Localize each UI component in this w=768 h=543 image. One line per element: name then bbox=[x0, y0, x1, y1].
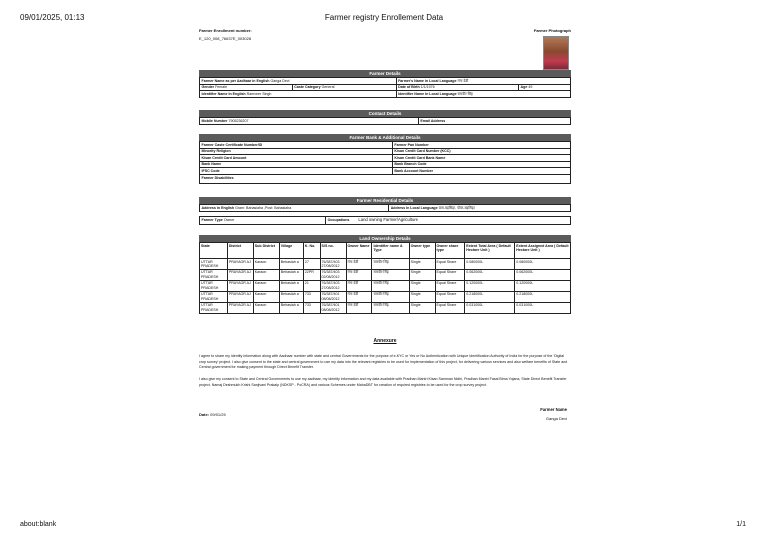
cell-ss-no: 76/387/401 08/08/2012 bbox=[320, 302, 346, 313]
cell-total-area: 0.062000L bbox=[465, 269, 515, 280]
cell-identifier: रामवीर सिंह bbox=[372, 259, 409, 270]
farmer-type-table bbox=[199, 216, 571, 225]
th-ss-no: S/S no. bbox=[320, 243, 346, 259]
address-en-label: Address In English bbox=[201, 205, 235, 210]
land-section bbox=[199, 235, 571, 314]
enrollment-number: E_120_008_76637E_003028 bbox=[199, 36, 252, 41]
farmer-details-title: Farmer Details bbox=[199, 70, 571, 77]
cell-k-no: 733 bbox=[303, 302, 320, 313]
cell-identifier: रामवीर सिंह bbox=[372, 280, 409, 291]
cell-share-type: Equal Share bbox=[435, 302, 465, 313]
gender-value: Female bbox=[215, 85, 228, 89]
pan-label: Farmer Pan Number bbox=[394, 142, 429, 147]
occupation-value: Land owning Farmer/Agriculture bbox=[358, 217, 418, 223]
th-owner-type: Owner type bbox=[409, 243, 435, 259]
account-number-label: Bank Account Number bbox=[394, 168, 434, 173]
cell-district: PRAYAGR AJ bbox=[227, 280, 253, 291]
cell-ss-no: 76/387/403 27/08/2012 bbox=[320, 280, 346, 291]
kcc-number-label: Kisan Credit Card Number (KCC) bbox=[394, 149, 451, 153]
th-village: Village bbox=[279, 243, 303, 259]
enrollment-label: Farmer Enrollment number: bbox=[199, 28, 252, 33]
th-district: District bbox=[227, 243, 253, 259]
cell-k-no: 21 bbox=[303, 280, 320, 291]
enrollment-block bbox=[199, 28, 252, 41]
cell-k-no: 22PR bbox=[303, 269, 320, 280]
contact-section bbox=[199, 110, 571, 125]
age-value: 49 bbox=[528, 85, 533, 89]
contact-table bbox=[199, 117, 571, 125]
cell-state: UTTAR PRADESH bbox=[200, 259, 228, 270]
th-identifier: Identifier name & Type bbox=[372, 243, 409, 259]
cell-sub-district: Karaon bbox=[253, 302, 279, 313]
caste-value: General bbox=[321, 85, 335, 89]
kcc-amount-label: Kisan Credit Card Amount bbox=[201, 155, 247, 160]
th-assigned-area: Extent Assigned Area ( Default Hectare Unit ) bbox=[515, 243, 571, 259]
bank-section bbox=[199, 134, 571, 184]
annexure-title: Annexure bbox=[373, 338, 397, 344]
cell-state: UTTAR PRADESH bbox=[200, 280, 228, 291]
farmer-name-value: Ganga Devi bbox=[545, 416, 567, 421]
cell-owner-type: Single bbox=[409, 259, 435, 270]
cell-share-type: Equal Share bbox=[435, 280, 465, 291]
contact-title: Contact Details bbox=[199, 110, 571, 117]
mobile-label: Mobile Number bbox=[201, 118, 228, 123]
cell-owner-type: Single bbox=[409, 302, 435, 313]
farmer-type-label: Farmer Type bbox=[201, 217, 223, 222]
address-local-value: ग्राम-बहसिहा, पोस्ट-बहसिहा bbox=[438, 205, 475, 210]
cell-total-area: 0.120000L bbox=[465, 280, 515, 291]
page-url: about:blank bbox=[20, 521, 57, 528]
identifier-local-label: Identifier Name In Local Language bbox=[398, 91, 457, 96]
consent-paragraph-1: I agree to share my identity information along with Aadhaar number with state and central Governments for the purpose of e-KYC or Yes or No Authentication with Unique Identification Authority of India for the purpose of the 'Digital crop survey' project. I also give consent to the state and central government to use my data into the relevant registries to be used for implementation of this project, for delivering various services and also welfare benefits of State and Central government for making payment through Direct Benefit Transfer. bbox=[199, 354, 568, 370]
address-local-label: Address In Local Language bbox=[390, 205, 438, 210]
cell-village: Behasiah a bbox=[279, 280, 303, 291]
name-en-value: Ganga Devi bbox=[270, 78, 290, 83]
cell-total-area: 0.031000L bbox=[465, 302, 515, 313]
ifsc-label: IFSC Code bbox=[201, 168, 220, 173]
farmer-details-section bbox=[199, 70, 571, 98]
cell-ss-no: 76/387/403 27/08/2012 bbox=[320, 259, 346, 270]
name-en-label: Farmer Name as per Aadhaar in English bbox=[201, 78, 270, 83]
disabilities-label: Farmer Disabilities bbox=[201, 176, 234, 181]
cell-district: PRAYAGR AJ bbox=[227, 291, 253, 302]
mobile-value: 7905236207 bbox=[228, 118, 249, 123]
farmer-details-table bbox=[199, 77, 571, 98]
th-share-type: Owner share type bbox=[435, 243, 465, 259]
land-table bbox=[199, 242, 571, 314]
cell-owner-name: गंगा देवी bbox=[346, 302, 372, 313]
cell-assigned-area: 0.031000L bbox=[515, 302, 571, 313]
cell-ss-no: 76/387/403 02/08/2012 bbox=[320, 269, 346, 280]
name-local-value: गंगा देवी bbox=[457, 78, 469, 83]
cell-owner-name: गंगा देवी bbox=[346, 280, 372, 291]
address-en-value: Gram: Bahasiaha ,Post: Bahasiaha bbox=[235, 205, 292, 210]
cell-sub-district: Karaon bbox=[253, 291, 279, 302]
age-label: Age bbox=[520, 85, 528, 89]
dob-label: Date of Birth bbox=[398, 85, 420, 89]
cell-district: PRAYAGR AJ bbox=[227, 269, 253, 280]
cell-k-no: 27 bbox=[303, 259, 320, 270]
cell-village: Behasiah a bbox=[279, 269, 303, 280]
cell-assigned-area: 0.062000L bbox=[515, 269, 571, 280]
print-datetime: 09/01/2025, 01:13 bbox=[20, 13, 85, 22]
cell-village: Behasiah a bbox=[279, 291, 303, 302]
cell-k-no: 733 bbox=[303, 291, 320, 302]
identifier-en-label: Identifier Name In English bbox=[201, 91, 246, 96]
farmer-name-label: Farmer Name bbox=[540, 407, 567, 412]
table-row bbox=[200, 269, 571, 280]
document-title: Farmer registry Enrollement Data bbox=[324, 13, 444, 22]
minority-religion-label: Minority Religion bbox=[201, 149, 231, 153]
cell-assigned-area: 0.218000L bbox=[515, 291, 571, 302]
cell-owner-name: गंगा देवी bbox=[346, 269, 372, 280]
cell-owner-name: गंगा देवी bbox=[346, 259, 372, 270]
cell-assigned-area: 0.120000L bbox=[515, 280, 571, 291]
cell-owner-type: Single bbox=[409, 280, 435, 291]
occupation-label: Occupations bbox=[327, 218, 350, 223]
name-local-label: Farmer's Name in Local Language bbox=[398, 78, 457, 83]
farmer-photo bbox=[543, 36, 569, 70]
bank-table bbox=[199, 141, 571, 184]
cell-owner-type: Single bbox=[409, 291, 435, 302]
branch-code-label: Bank Branch Code bbox=[394, 162, 427, 166]
date-label: Date: bbox=[199, 412, 210, 417]
cell-district: PRAYAGR AJ bbox=[227, 259, 253, 270]
table-row bbox=[200, 280, 571, 291]
th-k-no: K. No. bbox=[303, 243, 320, 259]
cell-ss-no: 76/387/401 08/08/2012 bbox=[320, 291, 346, 302]
identifier-local-value: रामवीर सिंह bbox=[457, 91, 473, 96]
cell-village: Behasiah a bbox=[279, 259, 303, 270]
residential-table bbox=[199, 204, 571, 212]
cell-share-type: Equal Share bbox=[435, 269, 465, 280]
cell-state: UTTAR PRADESH bbox=[200, 302, 228, 313]
farmer-type-value: Owner bbox=[223, 217, 235, 222]
th-sub-district: Sub District bbox=[253, 243, 279, 259]
cell-owner-type: Single bbox=[409, 269, 435, 280]
cell-total-area: 0.080000L bbox=[465, 259, 515, 270]
table-row bbox=[200, 302, 571, 313]
cell-total-area: 0.218000L bbox=[465, 291, 515, 302]
cell-identifier: रामवीर सिंह bbox=[372, 291, 409, 302]
bank-title: Farmer Bank & Additional Details bbox=[199, 134, 571, 141]
cell-state: UTTAR PRADESH bbox=[200, 291, 228, 302]
gender-label: Gender bbox=[201, 85, 215, 89]
cell-state: UTTAR PRADESH bbox=[200, 269, 228, 280]
date-line bbox=[199, 412, 226, 417]
th-total-area: Extent Total Area ( Default Hectare Unit ) bbox=[465, 243, 515, 259]
residential-section bbox=[199, 197, 571, 225]
table-row bbox=[200, 259, 571, 270]
land-title: Land Ownership Details bbox=[199, 235, 571, 242]
cell-share-type: Equal Share bbox=[435, 291, 465, 302]
identifier-en-value: Ramveer Singh bbox=[246, 91, 272, 96]
consent-paragraph-2: I also give my consent to State and Central Governments to use my aadhaar, my identity information and my data available with Pradhan Mantri Kisan Samman Nidhi, Pradhan Mantri Fasal Bima Yojana, State Direct Benefit Transfer project, Namaj Deshmukh Krishi Sanjivani Prakalp (NDKSP - PoCRA) and various Schemes under MahaDBT for creation of required registries to be used for the crop survey project. bbox=[199, 377, 567, 387]
cell-district: PRAYAGR AJ bbox=[227, 302, 253, 313]
dob-value: 1/1/1976 bbox=[420, 85, 435, 89]
residential-title: Farmer Residential Details bbox=[199, 197, 571, 204]
cell-sub-district: Karaon bbox=[253, 269, 279, 280]
page-count: 1/1 bbox=[736, 521, 746, 528]
cell-sub-district: Karaon bbox=[253, 280, 279, 291]
date-value: 09/01/25 bbox=[210, 412, 226, 417]
bank-name-label: Bank Name bbox=[201, 162, 222, 166]
table-row bbox=[200, 291, 571, 302]
kcc-bank-label: Kisan Credit Card Bank Name bbox=[394, 155, 446, 160]
cell-identifier: रामवीर सिंह bbox=[372, 302, 409, 313]
caste-certificate-label: Farmer Caste Certificate Number/ID bbox=[201, 142, 263, 147]
cell-identifier: रामवीर सिंह bbox=[372, 269, 409, 280]
cell-village: Behasiah a bbox=[279, 302, 303, 313]
caste-label: Caste Category bbox=[294, 85, 321, 89]
photo-label: Farmer Photograph bbox=[533, 28, 571, 33]
email-label: Email Address bbox=[420, 118, 446, 123]
th-state: State bbox=[200, 243, 228, 259]
th-owner-name: Owner Name bbox=[346, 243, 372, 259]
land-header-row bbox=[200, 243, 571, 259]
cell-assigned-area: 0.080000L bbox=[515, 259, 571, 270]
cell-sub-district: Karaon bbox=[253, 259, 279, 270]
cell-share-type: Equal Share bbox=[435, 259, 465, 270]
cell-owner-name: गंगा देवी bbox=[346, 291, 372, 302]
